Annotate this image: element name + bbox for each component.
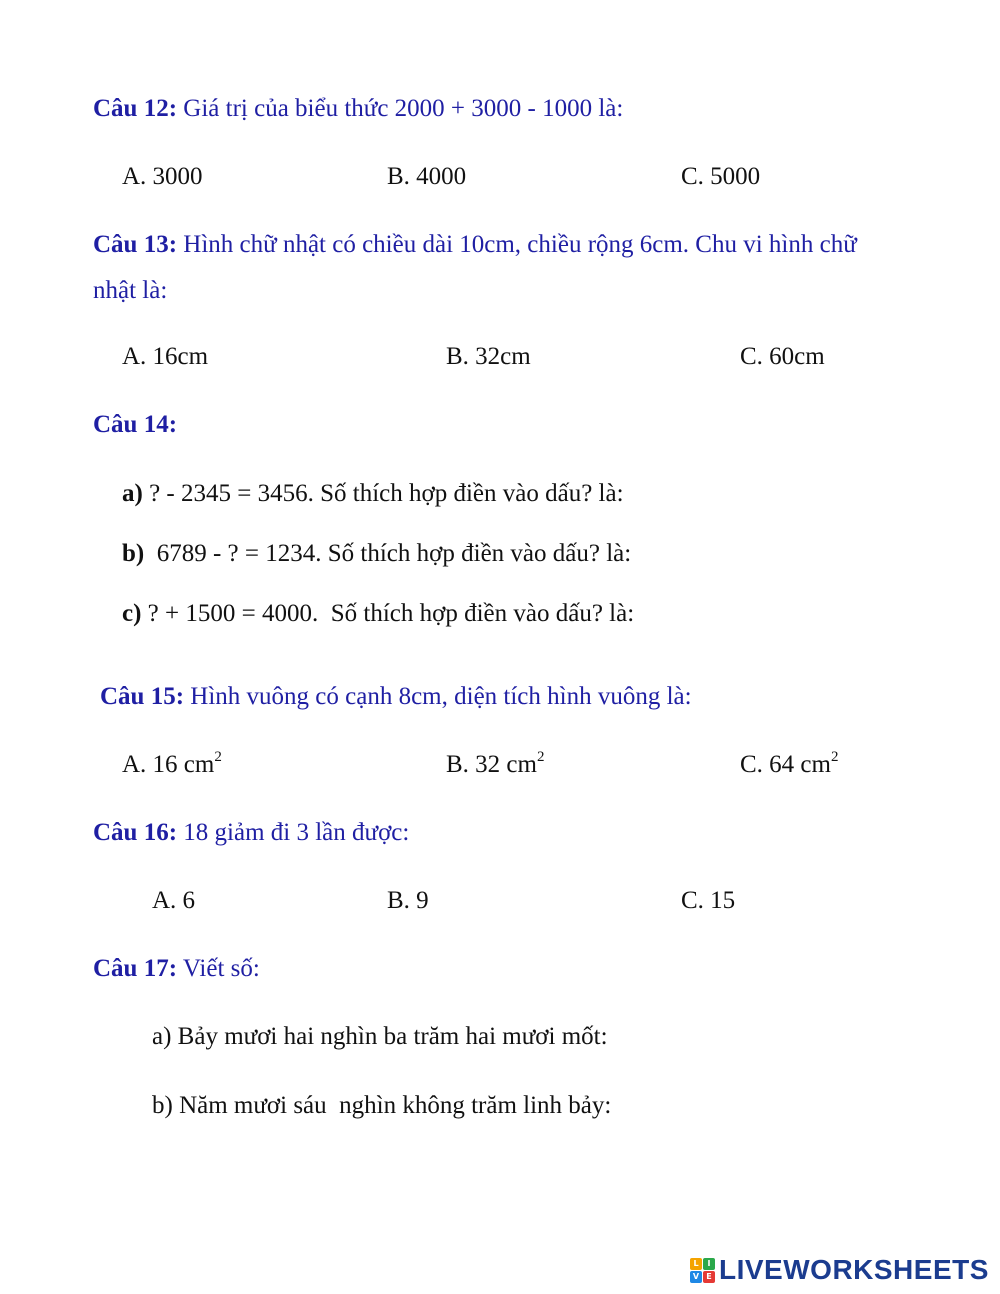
liveworksheets-logo <box>690 1252 989 1288</box>
question-15-text: Hình vuông có cạnh 8cm, diện tích hình vuông là: <box>184 683 692 710</box>
q14-part-a <box>122 479 624 509</box>
q14-part-c-text: ? + 1500 = 4000. Số thích hợp điền vào dấu? là: <box>141 600 635 627</box>
q14-part-a-text: ? - 2345 = 3456. Số thích hợp điền vào dấu? là: <box>142 480 624 507</box>
logo-mark-icon <box>690 1258 715 1283</box>
q14-part-b-letter: b) <box>122 540 145 567</box>
logo-mark-letter-2: I <box>703 1258 715 1270</box>
q15-option-c-text: C. 64 cm <box>740 751 831 778</box>
q13-option-a: A. 16cm <box>122 343 209 370</box>
q12-option-a: A. 3000 <box>122 163 203 190</box>
q13-option-c: C. 60cm <box>740 343 825 370</box>
logo-text: LIVEWORKSHEETS <box>719 1254 989 1285</box>
q15-option-b-text: B. 32 cm <box>446 751 537 778</box>
question-13-label: Câu 13: <box>93 231 178 258</box>
q12-option-c: C. 5000 <box>681 163 761 190</box>
question-16 <box>93 818 409 848</box>
question-16-text: 18 giảm đi 3 lần được: <box>177 819 410 846</box>
q16-option-a: A. 6 <box>152 887 196 914</box>
question-13-text-continued: nhật là: <box>93 277 168 304</box>
q15-option-b-exponent: 2 <box>536 748 545 765</box>
logo-mark-letter-1: L <box>690 1258 702 1270</box>
q15-option-c <box>740 750 838 780</box>
q16-option-c: C. 15 <box>681 887 736 914</box>
q17-part-a: a) Bảy mươi hai nghìn ba trăm hai mươi mốt: <box>152 1023 608 1050</box>
logo-mark-letter-3: V <box>690 1271 702 1283</box>
q13-option-b: B. 32cm <box>446 343 531 370</box>
question-12-text: Giá trị của biểu thức 2000 + 3000 - 1000 là: <box>177 95 624 122</box>
question-17 <box>93 954 260 984</box>
question-13 <box>93 230 857 260</box>
q14-part-a-letter: a) <box>122 480 143 507</box>
question-17-label: Câu 17: <box>93 955 178 982</box>
q15-option-a-text: A. 16 cm <box>122 751 215 778</box>
q17-part-b: b) Năm mươi sáu nghìn không trăm linh bảy: <box>152 1092 612 1119</box>
q15-option-a <box>122 750 222 780</box>
q14-part-c <box>122 599 634 629</box>
q14-part-b-text: 6789 - ? = 1234. Số thích hợp điền vào dấu? là: <box>144 540 632 567</box>
logo-mark-letter-4: E <box>703 1271 715 1283</box>
question-12 <box>93 94 623 124</box>
q15-option-b <box>446 750 544 780</box>
question-15-label: Câu 15: <box>100 683 185 710</box>
q14-part-c-letter: c) <box>122 600 142 627</box>
question-12-label: Câu 12: <box>93 95 178 122</box>
q15-option-a-exponent: 2 <box>214 748 222 765</box>
q16-option-b: B. 9 <box>387 887 429 914</box>
q15-option-c-exponent: 2 <box>830 748 839 765</box>
question-13-text: Hình chữ nhật có chiều dài 10cm, chiều rộng 6cm. Chu vi hình chữ <box>177 231 857 258</box>
q12-option-b: B. 4000 <box>387 163 467 190</box>
question-15 <box>100 682 692 712</box>
question-14-label: Câu 14: <box>93 411 178 438</box>
question-17-text: Viết số: <box>177 955 260 982</box>
q14-part-b <box>122 539 631 569</box>
question-14 <box>93 410 177 440</box>
question-16-label: Câu 16: <box>93 819 178 846</box>
